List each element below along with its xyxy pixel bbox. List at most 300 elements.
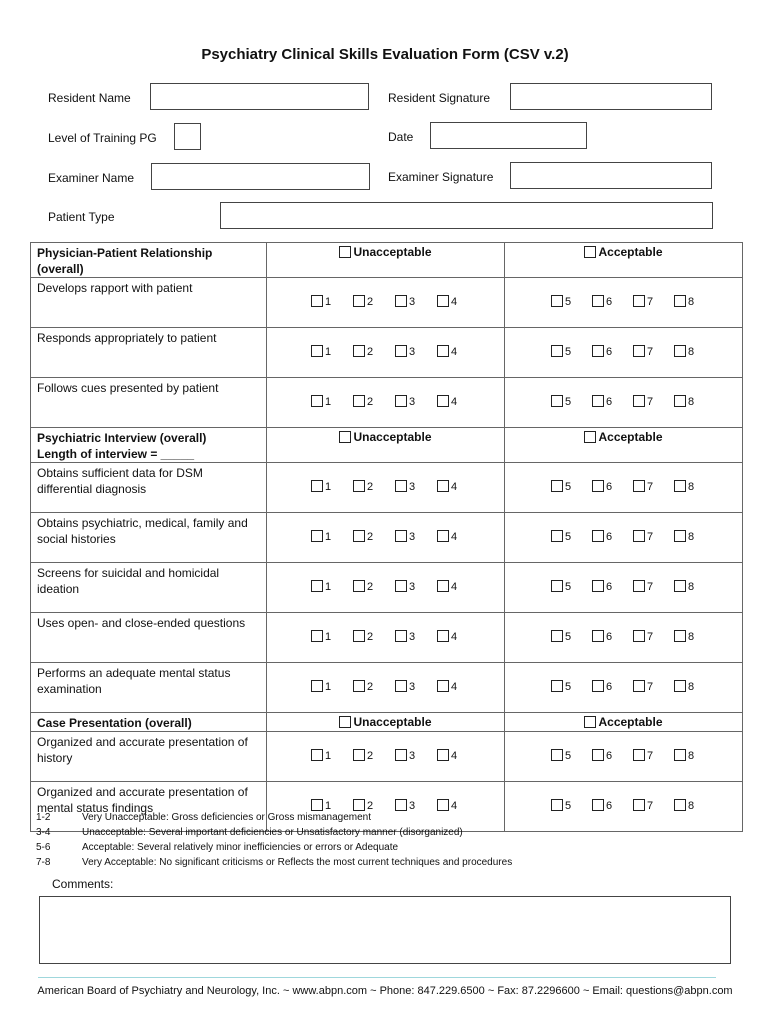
score-checkbox[interactable]: [311, 345, 323, 357]
score-option[interactable]: [674, 530, 715, 543]
unacceptable-label: Unacceptable: [353, 430, 432, 444]
score-number: 8: [688, 800, 695, 812]
score-option[interactable]: [551, 749, 592, 762]
score-checkbox[interactable]: [633, 580, 645, 592]
score-checkbox[interactable]: [395, 580, 407, 592]
legend-text: Unacceptable: Several important deficiencies or Unsatisfactory manner (disorganized): [82, 827, 463, 838]
score-checkbox[interactable]: [674, 630, 686, 642]
score-option[interactable]: [353, 345, 395, 358]
score-number: 4: [451, 531, 458, 543]
score-number: 7: [647, 396, 654, 408]
score-checkbox[interactable]: [437, 749, 449, 761]
score-option[interactable]: [633, 580, 674, 593]
unacceptable-column-header: [267, 428, 505, 463]
score-checkbox[interactable]: [592, 345, 604, 357]
score-option[interactable]: [311, 580, 353, 593]
unacceptable-label: Unacceptable: [353, 245, 432, 259]
rating-legend: [36, 810, 512, 870]
acceptable-score-cell: [505, 563, 743, 613]
examiner-signature-label: Examiner Signature: [388, 170, 494, 184]
score-number: 5: [565, 481, 572, 493]
score-option[interactable]: [395, 395, 437, 408]
score-number: 8: [688, 396, 695, 408]
legend-key: 5-6: [36, 842, 51, 853]
date-label: Date: [388, 130, 414, 144]
score-option[interactable]: [311, 345, 353, 358]
score-option[interactable]: [437, 295, 479, 308]
unacceptable-score-options: [267, 732, 504, 762]
score-number: 4: [451, 631, 458, 643]
score-checkbox[interactable]: [551, 395, 563, 407]
acceptable-column-header: [505, 243, 743, 278]
score-option[interactable]: [353, 580, 395, 593]
score-checkbox[interactable]: [633, 395, 645, 407]
score-number: 8: [688, 581, 695, 593]
score-number: 5: [565, 800, 572, 812]
score-number: 5: [565, 296, 572, 308]
score-option[interactable]: [674, 395, 715, 408]
score-number: 3: [409, 481, 416, 493]
item-label: Obtains sufficient data for DSM differential diagnosis: [31, 463, 267, 513]
score-checkbox[interactable]: [592, 395, 604, 407]
score-checkbox[interactable]: [353, 395, 365, 407]
score-checkbox[interactable]: [437, 680, 449, 692]
score-number: 5: [565, 581, 572, 593]
score-checkbox[interactable]: [311, 749, 323, 761]
score-number: 7: [647, 631, 654, 643]
score-option[interactable]: [353, 530, 395, 543]
score-number: 7: [647, 481, 654, 493]
score-number: 2: [367, 531, 374, 543]
score-checkbox[interactable]: [592, 580, 604, 592]
score-option[interactable]: [633, 799, 674, 812]
patient-type-field[interactable]: [220, 202, 713, 229]
score-checkbox[interactable]: [353, 345, 365, 357]
score-checkbox[interactable]: [311, 395, 323, 407]
score-option[interactable]: [674, 680, 715, 693]
unacceptable-score-options: [267, 663, 504, 693]
score-checkbox[interactable]: [551, 680, 563, 692]
score-checkbox[interactable]: [592, 799, 604, 811]
score-option[interactable]: [551, 680, 592, 693]
score-number: 2: [367, 750, 374, 762]
score-number: 5: [565, 396, 572, 408]
score-number: 7: [647, 681, 654, 693]
unacceptable-score-options: [267, 378, 504, 408]
resident-signature-label: Resident Signature: [388, 91, 491, 105]
score-option[interactable]: [633, 395, 674, 408]
score-number: 6: [606, 631, 613, 643]
score-checkbox[interactable]: [311, 580, 323, 592]
score-number: 7: [647, 750, 654, 762]
score-number: 3: [409, 346, 416, 358]
score-option[interactable]: [592, 580, 633, 593]
score-checkbox[interactable]: [633, 480, 645, 492]
unacceptable-score-cell: [267, 378, 505, 428]
score-checkbox[interactable]: [437, 580, 449, 592]
score-option[interactable]: [633, 630, 674, 643]
date-field[interactable]: [430, 122, 587, 149]
score-option[interactable]: [674, 630, 715, 643]
footer-text: American Board of Psychiatry and Neurology, Inc. ~ www.abpn.com ~ Phone: 847.229.6500 ~ Fax: 87.2296600 ~ Email: questions@abpn.com: [37, 985, 733, 997]
score-checkbox[interactable]: [353, 480, 365, 492]
score-checkbox[interactable]: [674, 749, 686, 761]
score-number: 4: [451, 681, 458, 693]
form-title: Psychiatry Clinical Skills Evaluation Form (CSV v.2): [201, 46, 569, 63]
score-option[interactable]: [437, 580, 479, 593]
unacceptable-score-cell: [267, 278, 505, 328]
unacceptable-checkbox[interactable]: [339, 246, 351, 258]
score-option[interactable]: [311, 480, 353, 493]
score-checkbox[interactable]: [674, 530, 686, 542]
score-option[interactable]: [353, 395, 395, 408]
score-option[interactable]: [551, 395, 592, 408]
examiner-name-label: Examiner Name: [48, 171, 135, 185]
score-checkbox[interactable]: [437, 345, 449, 357]
score-checkbox[interactable]: [592, 295, 604, 307]
resident-name-field[interactable]: [150, 83, 369, 110]
score-checkbox[interactable]: [395, 530, 407, 542]
acceptable-column-header: [505, 428, 743, 463]
score-checkbox[interactable]: [437, 295, 449, 307]
score-option[interactable]: [592, 480, 633, 493]
score-number: 1: [325, 631, 332, 643]
score-checkbox[interactable]: [633, 295, 645, 307]
score-option[interactable]: [395, 295, 437, 308]
legend-row: [36, 855, 512, 870]
score-option[interactable]: [674, 345, 715, 358]
score-checkbox[interactable]: [437, 630, 449, 642]
acceptable-score-cell: [505, 278, 743, 328]
score-checkbox[interactable]: [674, 345, 686, 357]
acceptable-score-cell: [505, 328, 743, 378]
score-checkbox[interactable]: [353, 580, 365, 592]
unacceptable-checkbox[interactable]: [339, 716, 351, 728]
item-row: [31, 513, 743, 563]
score-checkbox[interactable]: [353, 749, 365, 761]
score-option[interactable]: [674, 580, 715, 593]
score-checkbox[interactable]: [592, 630, 604, 642]
score-option[interactable]: [592, 630, 633, 643]
score-checkbox[interactable]: [551, 295, 563, 307]
score-option[interactable]: [592, 749, 633, 762]
score-checkbox[interactable]: [353, 530, 365, 542]
score-number: 4: [451, 481, 458, 493]
score-number: 4: [451, 346, 458, 358]
score-option[interactable]: [551, 480, 592, 493]
unacceptable-score-options: [267, 563, 504, 593]
score-number: 4: [451, 296, 458, 308]
unacceptable-score-options: [267, 513, 504, 543]
score-checkbox[interactable]: [311, 530, 323, 542]
score-number: 3: [409, 581, 416, 593]
score-option[interactable]: [395, 680, 437, 693]
score-checkbox[interactable]: [311, 295, 323, 307]
score-number: 6: [606, 750, 613, 762]
score-checkbox[interactable]: [633, 530, 645, 542]
legend-row: [36, 810, 512, 825]
score-number: 5: [565, 346, 572, 358]
score-checkbox[interactable]: [674, 480, 686, 492]
score-option[interactable]: [437, 749, 479, 762]
score-number: 8: [688, 681, 695, 693]
score-option[interactable]: [353, 749, 395, 762]
score-option[interactable]: [633, 480, 674, 493]
score-option[interactable]: [592, 295, 633, 308]
section-header-row: [31, 713, 743, 732]
score-number: 1: [325, 750, 332, 762]
score-option[interactable]: [551, 530, 592, 543]
score-option[interactable]: [551, 799, 592, 812]
score-checkbox[interactable]: [674, 295, 686, 307]
unacceptable-score-options: [267, 328, 504, 358]
item-label: Responds appropriately to patient: [31, 328, 267, 378]
score-option[interactable]: [311, 630, 353, 643]
score-option[interactable]: [437, 680, 479, 693]
score-checkbox[interactable]: [395, 295, 407, 307]
score-checkbox[interactable]: [353, 630, 365, 642]
score-number: 3: [409, 750, 416, 762]
score-option[interactable]: [353, 480, 395, 493]
score-option[interactable]: [551, 630, 592, 643]
score-number: 5: [565, 681, 572, 693]
acceptable-score-cell: [505, 378, 743, 428]
score-checkbox[interactable]: [592, 530, 604, 542]
section-header-row: [31, 428, 743, 463]
score-checkbox[interactable]: [633, 749, 645, 761]
score-number: 5: [565, 750, 572, 762]
score-number: 1: [325, 481, 332, 493]
score-option[interactable]: [395, 530, 437, 543]
score-checkbox[interactable]: [633, 799, 645, 811]
score-number: 5: [565, 631, 572, 643]
section-header: [31, 243, 267, 278]
acceptable-score-options: [505, 378, 742, 408]
acceptable-label: Acceptable: [598, 430, 663, 444]
patient-type-label: Patient Type: [48, 210, 115, 224]
score-option[interactable]: [551, 345, 592, 358]
item-row: [31, 463, 743, 513]
examiner-name-field[interactable]: [151, 163, 370, 190]
score-checkbox[interactable]: [674, 799, 686, 811]
score-checkbox[interactable]: [437, 480, 449, 492]
score-option[interactable]: [353, 630, 395, 643]
score-checkbox[interactable]: [395, 749, 407, 761]
score-number: 4: [451, 750, 458, 762]
score-checkbox[interactable]: [551, 749, 563, 761]
score-checkbox[interactable]: [353, 680, 365, 692]
score-number: 4: [451, 396, 458, 408]
item-label: Performs an adequate mental status examination: [31, 663, 267, 713]
score-checkbox[interactable]: [395, 345, 407, 357]
score-number: 8: [688, 531, 695, 543]
score-option[interactable]: [311, 749, 353, 762]
score-number: 1: [325, 681, 332, 693]
score-option[interactable]: [633, 749, 674, 762]
section-title: Case Presentation (overall): [37, 716, 192, 730]
score-option[interactable]: [674, 295, 715, 308]
score-checkbox[interactable]: [437, 530, 449, 542]
score-number: 8: [688, 346, 695, 358]
score-option[interactable]: [437, 395, 479, 408]
score-checkbox[interactable]: [633, 345, 645, 357]
score-checkbox[interactable]: [592, 680, 604, 692]
unacceptable-score-cell: [267, 463, 505, 513]
score-number: 2: [367, 346, 374, 358]
score-option[interactable]: [311, 530, 353, 543]
score-number: 2: [367, 800, 374, 812]
resident-name-label: Resident Name: [48, 91, 131, 105]
score-checkbox[interactable]: [551, 530, 563, 542]
item-row: [31, 278, 743, 328]
acceptable-score-options: [505, 613, 742, 643]
unacceptable-checkbox[interactable]: [339, 431, 351, 443]
legend-row: [36, 840, 512, 855]
acceptable-checkbox[interactable]: [584, 716, 596, 728]
score-checkbox[interactable]: [674, 580, 686, 592]
score-option[interactable]: [437, 530, 479, 543]
score-checkbox[interactable]: [395, 480, 407, 492]
item-row: [31, 563, 743, 613]
legend-key: 3-4: [36, 827, 51, 838]
score-number: 1: [325, 396, 332, 408]
section-header: [31, 713, 267, 732]
acceptable-score-options: [505, 732, 742, 762]
acceptable-score-options: [505, 513, 742, 543]
acceptable-label: Acceptable: [598, 245, 663, 259]
unacceptable-score-cell: [267, 563, 505, 613]
score-option[interactable]: [592, 799, 633, 812]
score-option[interactable]: [353, 680, 395, 693]
score-option[interactable]: [395, 480, 437, 493]
score-option[interactable]: [437, 480, 479, 493]
score-number: 3: [409, 531, 416, 543]
acceptable-score-cell: [505, 732, 743, 782]
score-number: 6: [606, 800, 613, 812]
score-option[interactable]: [395, 749, 437, 762]
score-option[interactable]: [674, 749, 715, 762]
pg-level-field[interactable]: [174, 123, 201, 150]
unacceptable-score-options: [267, 463, 504, 493]
acceptable-score-cell: [505, 463, 743, 513]
score-number: 8: [688, 481, 695, 493]
score-option[interactable]: [592, 680, 633, 693]
score-checkbox[interactable]: [551, 580, 563, 592]
resident-signature-field[interactable]: [510, 83, 712, 110]
score-checkbox[interactable]: [551, 345, 563, 357]
score-checkbox[interactable]: [592, 480, 604, 492]
score-option[interactable]: [674, 480, 715, 493]
unacceptable-column-header: [267, 713, 505, 732]
acceptable-checkbox[interactable]: [584, 246, 596, 258]
score-option[interactable]: [633, 680, 674, 693]
score-option[interactable]: [395, 630, 437, 643]
score-number: 6: [606, 531, 613, 543]
item-row: [31, 613, 743, 663]
score-checkbox[interactable]: [551, 480, 563, 492]
score-checkbox[interactable]: [551, 799, 563, 811]
acceptable-score-cell: [505, 613, 743, 663]
score-number: 4: [451, 800, 458, 812]
score-number: 8: [688, 631, 695, 643]
score-number: 7: [647, 531, 654, 543]
score-checkbox[interactable]: [633, 680, 645, 692]
score-checkbox[interactable]: [437, 395, 449, 407]
score-checkbox[interactable]: [551, 630, 563, 642]
score-option[interactable]: [633, 345, 674, 358]
unacceptable-score-cell: [267, 663, 505, 713]
score-number: 6: [606, 296, 613, 308]
score-checkbox[interactable]: [395, 630, 407, 642]
score-option[interactable]: [311, 395, 353, 408]
score-checkbox[interactable]: [311, 630, 323, 642]
score-option[interactable]: [633, 295, 674, 308]
score-checkbox[interactable]: [353, 295, 365, 307]
score-option[interactable]: [633, 530, 674, 543]
score-option[interactable]: [437, 630, 479, 643]
item-row: [31, 732, 743, 782]
acceptable-score-options: [505, 328, 742, 358]
score-option[interactable]: [353, 295, 395, 308]
legend-text: Very Unacceptable: Gross deficiencies or Gross mismanagement: [82, 812, 372, 823]
score-option[interactable]: [311, 295, 353, 308]
score-option[interactable]: [592, 530, 633, 543]
score-checkbox[interactable]: [674, 395, 686, 407]
score-option[interactable]: [592, 395, 633, 408]
item-row: [31, 328, 743, 378]
score-number: 2: [367, 481, 374, 493]
score-checkbox[interactable]: [592, 749, 604, 761]
score-number: 5: [565, 531, 572, 543]
score-checkbox[interactable]: [633, 630, 645, 642]
item-label: Uses open- and close-ended questions: [31, 613, 267, 663]
score-option[interactable]: [592, 345, 633, 358]
score-number: 2: [367, 581, 374, 593]
score-number: 7: [647, 346, 654, 358]
score-number: 3: [409, 396, 416, 408]
acceptable-checkbox[interactable]: [584, 431, 596, 443]
score-number: 1: [325, 346, 332, 358]
score-checkbox[interactable]: [674, 680, 686, 692]
score-checkbox[interactable]: [311, 480, 323, 492]
section-header-row: [31, 243, 743, 278]
score-number: 6: [606, 681, 613, 693]
unacceptable-score-cell: [267, 513, 505, 563]
unacceptable-label: Unacceptable: [353, 715, 432, 729]
section-subtitle: Length of interview = _____: [37, 447, 195, 461]
score-option[interactable]: [395, 345, 437, 358]
score-option[interactable]: [395, 580, 437, 593]
score-option[interactable]: [311, 680, 353, 693]
score-number: 7: [647, 296, 654, 308]
score-option[interactable]: [551, 580, 592, 593]
score-number: 3: [409, 800, 416, 812]
acceptable-score-options: [505, 463, 742, 493]
item-label: Screens for suicidal and homicidal ideation: [31, 563, 267, 613]
score-checkbox[interactable]: [395, 680, 407, 692]
examiner-signature-field[interactable]: [510, 162, 712, 189]
score-option[interactable]: [674, 799, 715, 812]
score-option[interactable]: [437, 345, 479, 358]
legend-key: 7-8: [36, 857, 51, 868]
score-number: 6: [606, 396, 613, 408]
score-checkbox[interactable]: [311, 680, 323, 692]
score-number: 2: [367, 296, 374, 308]
score-checkbox[interactable]: [395, 395, 407, 407]
comments-field[interactable]: [39, 896, 731, 964]
score-option[interactable]: [551, 295, 592, 308]
unacceptable-score-options: [267, 782, 504, 812]
